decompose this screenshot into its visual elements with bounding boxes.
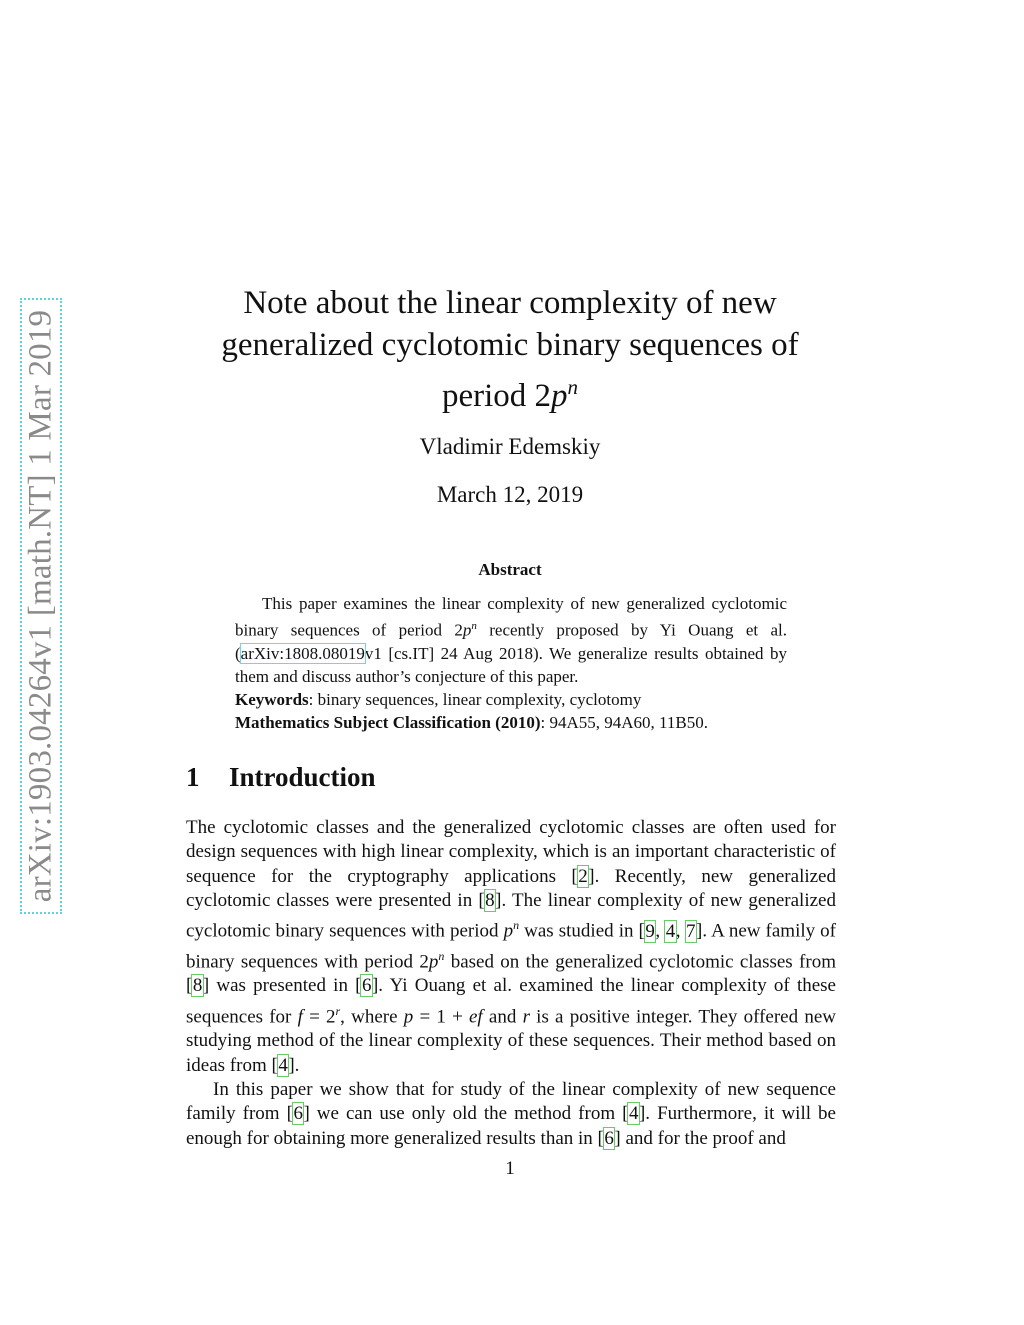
intro-paragraph-1 bbox=[186, 816, 836, 1078]
math-var-f: f bbox=[297, 1006, 303, 1028]
citation-link[interactable]: 7 bbox=[686, 920, 696, 942]
keywords-line bbox=[235, 688, 787, 711]
intro-body bbox=[186, 816, 836, 1151]
msc-text: : 94A55, 94A60, 11B50. bbox=[540, 712, 708, 732]
citation-link[interactable]: 4 bbox=[628, 1103, 639, 1125]
abstract-text bbox=[235, 592, 787, 688]
math-var-p: p bbox=[503, 920, 514, 942]
title-line-1: Note about the linear complexity of new bbox=[243, 285, 777, 321]
math-var-r: r bbox=[522, 1006, 530, 1028]
p1-text-k: is a positive integer. They offered new studying method of the linear complexity of these sequences. Their method based on ideas from [ bbox=[186, 1006, 836, 1076]
msc-label: Mathematics Subject Classification (2010) bbox=[235, 712, 541, 732]
abstract-var-p: p bbox=[462, 620, 472, 640]
intro-paragraph-2 bbox=[186, 1078, 836, 1151]
abstract-text-2: recently proposed by Yi Ouang et al. ( bbox=[235, 620, 787, 663]
math-exp-n: n bbox=[438, 948, 445, 963]
p1-text-d: was studied in [ bbox=[519, 920, 645, 942]
title-line-3 bbox=[441, 375, 579, 414]
citation-link[interactable]: 6 bbox=[604, 1127, 614, 1149]
citation-link[interactable]: 6 bbox=[293, 1103, 303, 1125]
p1-text-c: ]. The linear complexity of new generalized cyclotomic binary sequences with period bbox=[186, 889, 836, 942]
p1-text-j: and bbox=[482, 1006, 523, 1028]
p1-text-e: ]. A new family of binary sequences with period 2 bbox=[186, 920, 837, 973]
math-var-p: p bbox=[428, 951, 439, 973]
p1-text-a: The cyclotomic classes and the generalized cyclotomic classes are often used for design sequences with high linear complexity, which is an important characteristic of sequence for the cryptography applications [ bbox=[186, 817, 836, 887]
arxiv-stamp[interactable] bbox=[20, 298, 62, 914]
citation-separator: , bbox=[655, 920, 666, 942]
p2-text-c: ]. Furthermore, it will be enough for obtaining more generalized results than in [ bbox=[186, 1103, 836, 1149]
math-exp-n: n bbox=[513, 918, 520, 933]
p2-text-b: ] we can use only old the method from [ bbox=[303, 1103, 629, 1125]
abstract-heading: Abstract bbox=[478, 560, 542, 579]
math-eq: = 1 + bbox=[413, 1006, 469, 1028]
abstract-text-3: v1 [cs.IT] 24 Aug 2018). We generalize results obtained by them and discuss author’s conjecture of this paper. bbox=[235, 643, 787, 686]
math-eq: = 2 bbox=[302, 1006, 336, 1028]
author-name: Vladimir Edemskiy bbox=[419, 434, 601, 459]
citation-link[interactable]: 6 bbox=[361, 975, 372, 997]
section-number: 1 bbox=[186, 762, 200, 792]
p1-text-i: , where bbox=[340, 1006, 404, 1028]
msc-line bbox=[235, 711, 787, 734]
section-heading bbox=[186, 762, 376, 793]
arxiv-reference-link[interactable]: arXiv:1808.08019 bbox=[240, 643, 365, 663]
keywords-text: : binary sequences, linear complexity, cyclotomy bbox=[308, 689, 642, 709]
abstract-body bbox=[235, 592, 787, 734]
title-exp-n: n bbox=[567, 375, 579, 399]
p1-text-h: ]. Yi Ouang et al. examined the linear complexity of these sequences for bbox=[186, 975, 836, 1028]
citation-separator: , bbox=[675, 920, 686, 942]
citation-link[interactable]: 8 bbox=[192, 975, 203, 997]
page-number: 1 bbox=[505, 1158, 515, 1179]
section-title: Introduction bbox=[229, 762, 376, 792]
citation-link[interactable]: 8 bbox=[485, 889, 495, 911]
abstract-exp-n: n bbox=[471, 620, 477, 632]
citation-link[interactable]: 2 bbox=[578, 865, 588, 887]
paper-date: March 12, 2019 bbox=[436, 482, 584, 507]
p2-text-a: In this paper we show that for study of the linear complexity of new sequence family from [ bbox=[186, 1078, 836, 1125]
citation-link[interactable]: 4 bbox=[278, 1054, 288, 1076]
title-var-p: p bbox=[551, 378, 568, 414]
p2-text-d: ] and for the proof and bbox=[614, 1127, 786, 1149]
math-var-ef: ef bbox=[469, 1006, 483, 1028]
title-period-prefix: period 2 bbox=[441, 378, 552, 414]
title-line-2: generalized cyclotomic binary sequences of bbox=[221, 327, 799, 363]
paper-title bbox=[150, 282, 870, 417]
keywords-label: Keywords bbox=[235, 689, 309, 709]
math-var-p: p bbox=[403, 1006, 414, 1028]
p1-text-f: based on the generalized cyclotomic classes from [ bbox=[186, 951, 836, 997]
math-exp-r: r bbox=[335, 1003, 341, 1018]
arxiv-stamp-text: arXiv:1903.04264v1 [math.NT] 1 Mar 2019 bbox=[22, 309, 59, 903]
citation-link[interactable]: 9 bbox=[645, 920, 655, 942]
abstract-text-1: This paper examines the linear complexity of new generalized cyclotomic binary sequences of period 2 bbox=[235, 594, 787, 640]
p1-text-g: ] was presented in [ bbox=[202, 975, 362, 997]
p1-text-b: ]. Recently, new generalized cyclotomic classes were presented in [ bbox=[186, 865, 836, 911]
p1-text-l: ]. bbox=[288, 1054, 300, 1076]
citation-link[interactable]: 4 bbox=[665, 920, 676, 942]
